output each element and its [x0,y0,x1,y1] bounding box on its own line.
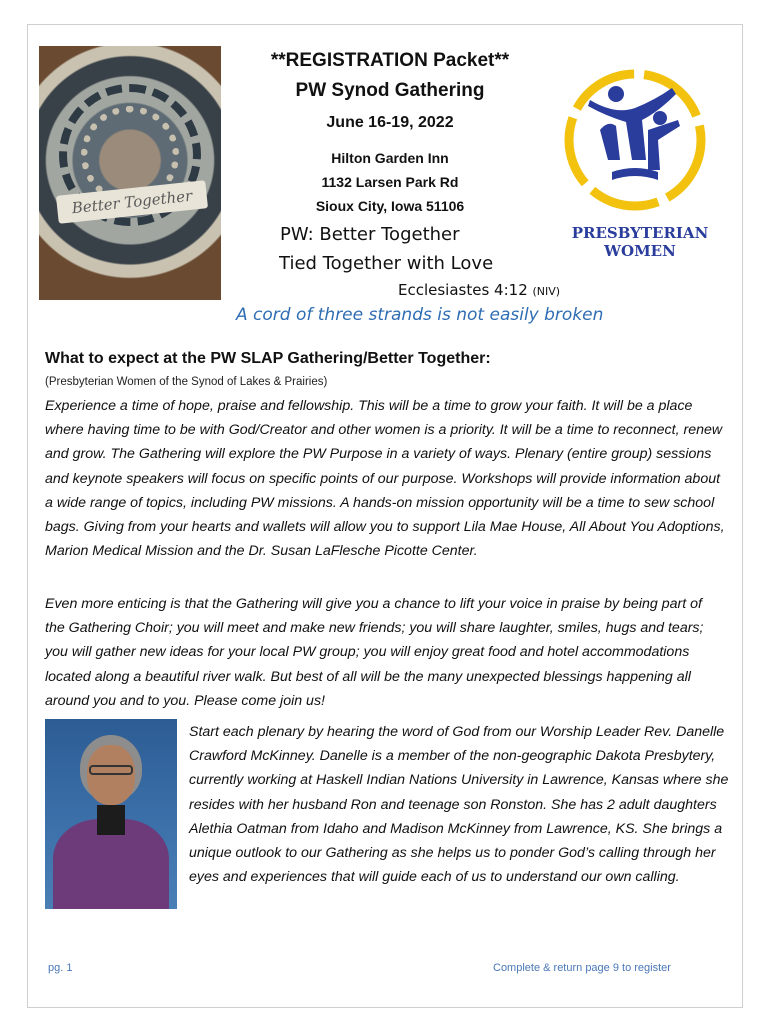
intro-paragraph: Experience a time of hope, praise and fellowship. This will be a time to grow your faith. It will be a place where having time to be with God/Creator and other women is a priority. It will be a time to reconnect, renew and grow. The Gathering will explore the PW Purpose in a variety of ways. Plenary (entire group) sessions and keynote speakers will focus on specific points of our purpose. Workshops will provide information about a wide range of topics, including PW missions. A hands-on mission opportunity will be a time to sew school bags. Giving from your hearts and wallets will allow you to support Lila Mae House, All About You Adoptions, Marion Medical Mission and the Dr. Susan LaFlesche Picotte Center. [45,398,725,560]
presbyterian-women-logo [560,60,710,220]
logo-wordmark [565,224,715,260]
logo-line-1: PRESBYTERIAN [571,224,709,242]
verse-reference [398,281,560,299]
event-name: PW Synod Gathering [295,80,485,101]
verse-citation: Ecclesiastes 4:12 [398,281,528,299]
venue-address: 1132 Larsen Park Rd [321,174,459,190]
photo-ribbon-caption: Better Together [56,180,208,224]
section-subheading: (Presbyterian Women of the Synod of Lakes & Prairies) [45,376,328,388]
worship-leader-photo [45,719,177,909]
section-heading: What to expect at the PW SLAP Gathering/Better Together: [45,350,491,367]
footer-note: Complete & return page 9 to register [493,962,671,974]
venue-block [230,146,550,218]
better-together-knot-photo [39,46,221,300]
packet-title: **REGISTRATION Packet** [270,50,510,71]
worship-leader-paragraph: Start each plenary by hearing the word of God from our Worship Leader Rev. Danelle Crawford McKinney. Danelle is a member of the non-geographic Dakota Presbytery, currently working at Haskell Indian Nations University in Lawrence, Kansas where she resides with her husband Ron and teenage son Ronston. She has 2 adult daughters Alethia Oatman from Idaho and Madison McKinney from Lawrence, KS. She brings a unique outlook to our Gathering as she helps us to ponder God’s calling through her eyes and experiences that will guide each of us to understand our own calling. [189,724,729,886]
gathering-paragraph: Even more enticing is that the Gathering will give you a chance to lift your voice in praise by being part of the Gathering Choir; you will meet and make new friends; you will share laughter, smiles, hugs and tears; you will gather new ideas for your local PW group; you will enjoy great food and hotel accommodations located along a beautiful river walk. But best of all will be the many unexpected blessings happening all around you and to you. Please come join us! [45,596,704,709]
page-number: pg. 1 [48,962,73,974]
motto-line-1: PW: Better Together [280,224,460,245]
portrait-neck [97,805,125,835]
event-dates: June 16-19, 2022 [326,114,454,131]
portrait-face [87,745,135,805]
venue-city: Sioux City, Iowa 51106 [315,198,465,214]
verse-quote: A cord of three strands is not easily broken [236,305,604,325]
verse-version: (NIV) [532,285,561,298]
title-block [230,50,550,218]
motto-line-2: Tied Together with Love [279,253,494,274]
venue-name: Hilton Garden Inn [331,150,449,166]
portrait-glasses [89,765,133,775]
logo-line-2: WOMEN [604,242,676,260]
